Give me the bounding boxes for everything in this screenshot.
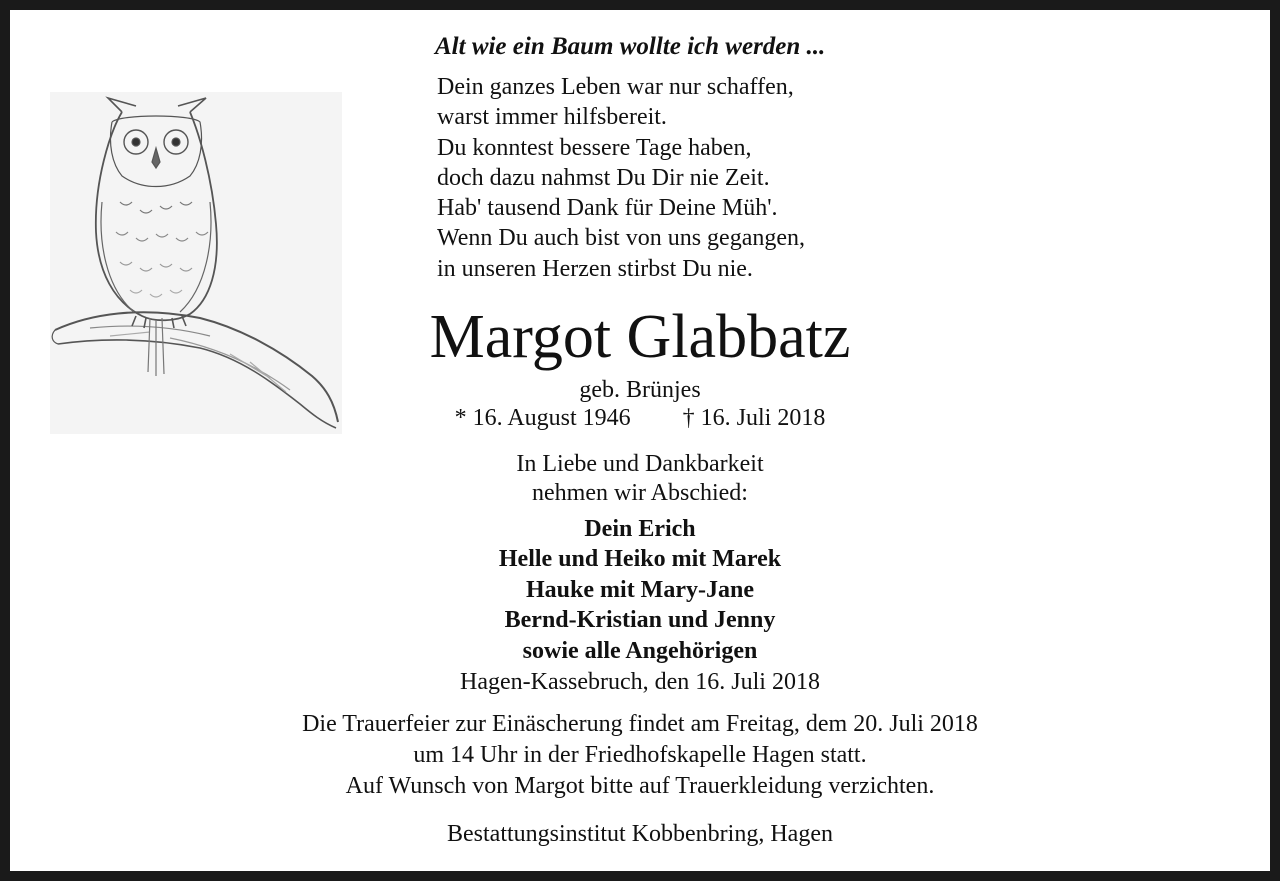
- deceased-name-text: Margot Glabbatz: [429, 303, 851, 371]
- undertaker: Bestattungsinstitut Kobbenbring, Hagen: [447, 821, 833, 847]
- farewell-line: In Liebe und Dankbarkeit: [516, 451, 764, 477]
- mourner: Hauke mit Mary-Jane: [526, 576, 754, 603]
- mourner: Bernd-Kristian und Jenny: [504, 607, 776, 634]
- poem-line: Wenn Du auch bist von uns gegangen,: [437, 225, 805, 252]
- poem-line: in unseren Herzen stirbst Du nie.: [437, 255, 753, 282]
- ceremony-notice: [10, 709, 1270, 802]
- death-date: † 16. Juli 2018: [682, 405, 826, 431]
- mourner: Dein Erich: [584, 516, 696, 542]
- ceremony-line: um 14 Uhr in der Friedhofskapelle Hagen statt.: [413, 742, 867, 768]
- birth-name: geb. Brünjes: [579, 377, 701, 403]
- birth-date: * 16. August 1946: [454, 405, 631, 431]
- poem-line: Dein ganzes Leben war nur schaffen,: [437, 74, 794, 100]
- poem-line: Du konntest bessere Tage haben,: [437, 134, 752, 161]
- mourner: Helle und Heiko mit Marek: [498, 546, 782, 573]
- poem-line: doch dazu nahmst Du Dir nie Zeit.: [437, 164, 770, 191]
- ceremony-line: Auf Wunsch von Margot bitte auf Trauerkleidung verzichten.: [345, 773, 935, 799]
- ceremony-line: Die Trauerfeier zur Einäscherung findet am Freitag, dem 20. Juli 2018: [302, 711, 978, 737]
- farewell-line: nehmen wir Abschied:: [532, 479, 748, 506]
- life-dates: [400, 403, 880, 433]
- obituary-notice: [10, 10, 1270, 871]
- mourner: sowie alle Angehörigen: [522, 637, 758, 664]
- mourners-list: [400, 514, 880, 666]
- motto-heading: Alt wie ein Baum wollte ich werden ...: [435, 33, 826, 60]
- farewell-text: [400, 450, 880, 507]
- poem-line: Hab' tausend Dank für Deine Müh'.: [437, 195, 778, 222]
- poem-line: warst immer hilfsbereit.: [437, 104, 667, 131]
- place-and-date: Hagen-Kassebruch, den 16. Juli 2018: [460, 669, 820, 695]
- deceased-name: [10, 302, 1270, 372]
- owl-drawing-icon: [50, 92, 342, 434]
- poem: [437, 72, 805, 284]
